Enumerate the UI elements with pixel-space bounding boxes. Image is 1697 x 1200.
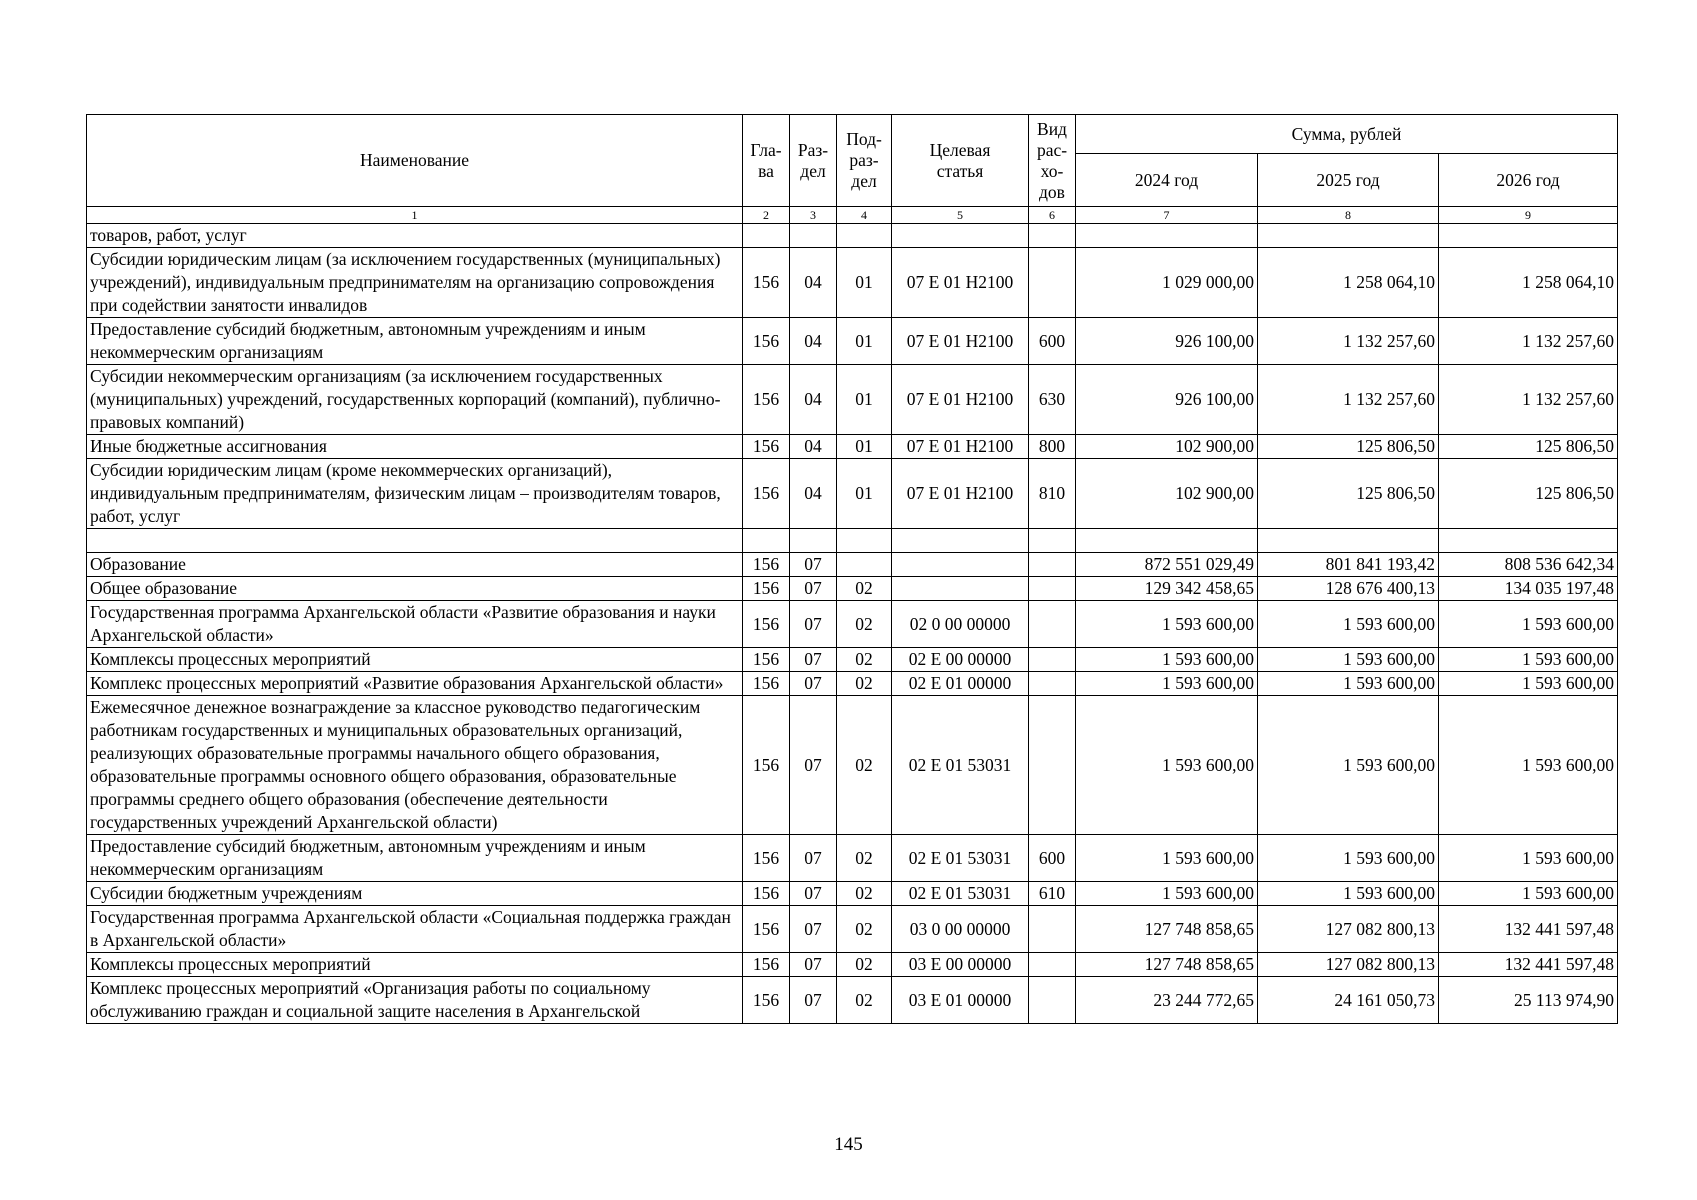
table-row [87, 601, 1618, 648]
column-number: 6 [1029, 207, 1076, 224]
column-number: 4 [837, 207, 892, 224]
column-number: 3 [790, 207, 837, 224]
cell-glava: 156 [743, 577, 790, 601]
cell-sum-2026: 1 593 600,00 [1439, 601, 1618, 648]
cell-name: Предоставление субсидий бюджетным, автономным учреждениям и иным некоммерческим организациям [87, 318, 743, 365]
cell-glava: 156 [743, 601, 790, 648]
cell-sum-2024: 127 748 858,65 [1076, 953, 1258, 977]
cell-sum-2024: 102 900,00 [1076, 435, 1258, 459]
cell-glava: 156 [743, 248, 790, 318]
table-body [87, 224, 1618, 1024]
cell-razdel: 07 [790, 601, 837, 648]
cell-sum-2025: 24 161 050,73 [1258, 977, 1439, 1024]
cell-vid-rashodov: 600 [1029, 835, 1076, 882]
cell-celevaya-statya [892, 553, 1029, 577]
cell-celevaya-statya: 07 Е 01 Н2100 [892, 459, 1029, 529]
header-year-2025: 2025 год [1258, 154, 1439, 207]
cell-sum-2024: 1 593 600,00 [1076, 882, 1258, 906]
cell-name: Иные бюджетные ассигнования [87, 435, 743, 459]
budget-table [86, 114, 1618, 1024]
cell-sum-2024: 102 900,00 [1076, 459, 1258, 529]
cell-glava: 156 [743, 953, 790, 977]
column-number: 7 [1076, 207, 1258, 224]
cell-name: Ежемесячное денежное вознаграждение за классное руководство педагогическим работникам государственных и муниципальных образовательных организаций, реализующих образовательные программы начального общего образования, образовательные программы основного общего образования, образовательные программы среднего общего образования (обеспечение деятельности государственных учреждений Архангельской области) [87, 696, 743, 835]
header-vid-rashodov: Вид рас- хо- дов [1029, 115, 1076, 207]
cell-vid-rashodov [1029, 601, 1076, 648]
cell-sum-2025: 1 132 257,60 [1258, 318, 1439, 365]
cell-sum-2024: 1 593 600,00 [1076, 835, 1258, 882]
cell-sum-2024: 1 593 600,00 [1076, 672, 1258, 696]
cell-sum-2024: 872 551 029,49 [1076, 553, 1258, 577]
table-row [87, 318, 1618, 365]
cell-sum-2024: 1 029 000,00 [1076, 248, 1258, 318]
cell-podrazdel: 01 [837, 459, 892, 529]
cell-podrazdel [837, 553, 892, 577]
cell-vid-rashodov [1029, 696, 1076, 835]
cell-sum-2026: 1 132 257,60 [1439, 318, 1618, 365]
header-podrazdel: Под- раз- дел [837, 115, 892, 207]
cell-sum-2026: 125 806,50 [1439, 459, 1618, 529]
cell-vid-rashodov [1029, 672, 1076, 696]
cell-celevaya-statya: 03 0 00 00000 [892, 906, 1029, 953]
cell-name: Субсидии бюджетным учреждениям [87, 882, 743, 906]
cell-podrazdel: 01 [837, 248, 892, 318]
cell-celevaya-statya [892, 529, 1029, 553]
page-number: 145 [834, 1134, 863, 1155]
cell-sum-2025: 128 676 400,13 [1258, 577, 1439, 601]
cell-sum-2024: 1 593 600,00 [1076, 648, 1258, 672]
cell-vid-rashodov: 600 [1029, 318, 1076, 365]
cell-sum-2025: 801 841 193,42 [1258, 553, 1439, 577]
table-row [87, 553, 1618, 577]
table-row [87, 577, 1618, 601]
cell-podrazdel: 02 [837, 672, 892, 696]
header-summa: Сумма, рублей [1076, 115, 1618, 154]
cell-vid-rashodov [1029, 577, 1076, 601]
cell-sum-2024 [1076, 529, 1258, 553]
cell-name: Государственная программа Архангельской области «Социальная поддержка граждан в Архангельской области» [87, 906, 743, 953]
cell-name: Образование [87, 553, 743, 577]
cell-sum-2026: 134 035 197,48 [1439, 577, 1618, 601]
table-row [87, 435, 1618, 459]
header-year-2026: 2026 год [1439, 154, 1618, 207]
cell-glava: 156 [743, 672, 790, 696]
cell-name: Субсидии некоммерческим организациям (за исключением государственных (муниципальных) учреждений, государственных корпораций (компаний), публично-правовых компаний) [87, 365, 743, 435]
header-name: Наименование [87, 115, 743, 207]
cell-sum-2025: 125 806,50 [1258, 459, 1439, 529]
cell-celevaya-statya [892, 577, 1029, 601]
cell-vid-rashodov [1029, 224, 1076, 248]
cell-sum-2024: 1 593 600,00 [1076, 696, 1258, 835]
cell-name: Государственная программа Архангельской области «Развитие образования и науки Архангельской области» [87, 601, 743, 648]
cell-sum-2026: 1 132 257,60 [1439, 365, 1618, 435]
cell-sum-2026: 808 536 642,34 [1439, 553, 1618, 577]
cell-sum-2024: 926 100,00 [1076, 365, 1258, 435]
cell-glava: 156 [743, 648, 790, 672]
table-row [87, 953, 1618, 977]
cell-sum-2025: 125 806,50 [1258, 435, 1439, 459]
column-number: 8 [1258, 207, 1439, 224]
cell-celevaya-statya [892, 224, 1029, 248]
cell-podrazdel [837, 224, 892, 248]
cell-razdel: 07 [790, 696, 837, 835]
cell-vid-rashodov [1029, 977, 1076, 1024]
cell-celevaya-statya: 02 Е 01 53031 [892, 696, 1029, 835]
cell-glava: 156 [743, 977, 790, 1024]
table-row [87, 882, 1618, 906]
cell-sum-2026: 25 113 974,90 [1439, 977, 1618, 1024]
cell-podrazdel: 02 [837, 577, 892, 601]
cell-name: Субсидии юридическим лицам (кроме некоммерческих организаций), индивидуальным предпринимателям, физическим лицам – производителям товаров, работ, услуг [87, 459, 743, 529]
cell-sum-2025: 1 593 600,00 [1258, 696, 1439, 835]
column-number: 1 [87, 207, 743, 224]
cell-razdel [790, 224, 837, 248]
cell-vid-rashodov [1029, 529, 1076, 553]
cell-sum-2024: 23 244 772,65 [1076, 977, 1258, 1024]
table-row [87, 906, 1618, 953]
cell-razdel: 04 [790, 365, 837, 435]
cell-razdel: 07 [790, 906, 837, 953]
cell-sum-2025: 1 593 600,00 [1258, 882, 1439, 906]
cell-podrazdel: 02 [837, 835, 892, 882]
cell-sum-2025: 127 082 800,13 [1258, 906, 1439, 953]
cell-sum-2024: 1 593 600,00 [1076, 601, 1258, 648]
cell-vid-rashodov [1029, 248, 1076, 318]
column-number: 2 [743, 207, 790, 224]
cell-vid-rashodov: 610 [1029, 882, 1076, 906]
cell-razdel: 04 [790, 435, 837, 459]
table-row [87, 835, 1618, 882]
cell-sum-2025: 1 593 600,00 [1258, 601, 1439, 648]
cell-sum-2025 [1258, 224, 1439, 248]
cell-vid-rashodov [1029, 648, 1076, 672]
cell-glava [743, 224, 790, 248]
table-row [87, 459, 1618, 529]
cell-name: Комплекс процессных мероприятий «Организация работы по социальному обслуживанию граждан и социальной защите населения в Архангельской [87, 977, 743, 1024]
cell-sum-2025: 1 593 600,00 [1258, 835, 1439, 882]
cell-razdel: 07 [790, 835, 837, 882]
cell-sum-2025: 127 082 800,13 [1258, 953, 1439, 977]
cell-celevaya-statya: 07 Е 01 Н2100 [892, 365, 1029, 435]
cell-celevaya-statya: 03 Е 01 00000 [892, 977, 1029, 1024]
cell-podrazdel: 02 [837, 906, 892, 953]
cell-name: Субсидии юридическим лицам (за исключением государственных (муниципальных) учреждений), индивидуальным предпринимателям на организацию сопровождения при содействии занятости инвалидов [87, 248, 743, 318]
cell-podrazdel: 02 [837, 601, 892, 648]
cell-podrazdel [837, 529, 892, 553]
cell-razdel: 04 [790, 459, 837, 529]
cell-celevaya-statya: 02 Е 01 53031 [892, 835, 1029, 882]
cell-glava: 156 [743, 318, 790, 365]
cell-sum-2026: 1 593 600,00 [1439, 882, 1618, 906]
table-row [87, 529, 1618, 553]
cell-sum-2026 [1439, 529, 1618, 553]
cell-podrazdel: 01 [837, 318, 892, 365]
cell-glava: 156 [743, 553, 790, 577]
cell-razdel: 07 [790, 648, 837, 672]
cell-celevaya-statya: 02 0 00 00000 [892, 601, 1029, 648]
cell-glava: 156 [743, 882, 790, 906]
cell-sum-2026 [1439, 224, 1618, 248]
header-celevaya-statya: Целевая статья [892, 115, 1029, 207]
cell-name: Комплексы процессных мероприятий [87, 648, 743, 672]
table-row [87, 648, 1618, 672]
cell-glava: 156 [743, 365, 790, 435]
cell-name: Общее образование [87, 577, 743, 601]
cell-name: Комплекс процессных мероприятий «Развитие образования Архангельской области» [87, 672, 743, 696]
cell-razdel: 07 [790, 672, 837, 696]
cell-razdel: 04 [790, 318, 837, 365]
cell-celevaya-statya: 07 Е 01 Н2100 [892, 435, 1029, 459]
cell-vid-rashodov: 630 [1029, 365, 1076, 435]
cell-glava: 156 [743, 459, 790, 529]
cell-vid-rashodov [1029, 906, 1076, 953]
table-row [87, 248, 1618, 318]
cell-sum-2025: 1 593 600,00 [1258, 648, 1439, 672]
cell-celevaya-statya: 07 Е 01 Н2100 [892, 318, 1029, 365]
cell-glava: 156 [743, 696, 790, 835]
cell-podrazdel: 02 [837, 977, 892, 1024]
cell-name [87, 529, 743, 553]
cell-glava: 156 [743, 835, 790, 882]
table-row [87, 977, 1618, 1024]
cell-podrazdel: 01 [837, 365, 892, 435]
cell-celevaya-statya: 03 Е 00 00000 [892, 953, 1029, 977]
cell-podrazdel: 02 [837, 696, 892, 835]
cell-sum-2024 [1076, 224, 1258, 248]
table-row [87, 672, 1618, 696]
cell-razdel: 07 [790, 953, 837, 977]
cell-vid-rashodov [1029, 953, 1076, 977]
cell-razdel: 07 [790, 553, 837, 577]
cell-podrazdel: 02 [837, 648, 892, 672]
cell-sum-2025 [1258, 529, 1439, 553]
cell-vid-rashodov [1029, 553, 1076, 577]
table-row [87, 224, 1618, 248]
header-glava: Гла- ва [743, 115, 790, 207]
table-row [87, 696, 1618, 835]
cell-celevaya-statya: 02 Е 00 00000 [892, 648, 1029, 672]
cell-sum-2026: 1 593 600,00 [1439, 648, 1618, 672]
cell-podrazdel: 01 [837, 435, 892, 459]
cell-sum-2025: 1 593 600,00 [1258, 672, 1439, 696]
cell-razdel [790, 529, 837, 553]
header-razdel: Раз- дел [790, 115, 837, 207]
cell-celevaya-statya: 02 Е 01 53031 [892, 882, 1029, 906]
cell-glava: 156 [743, 435, 790, 459]
cell-sum-2026: 132 441 597,48 [1439, 953, 1618, 977]
cell-razdel: 07 [790, 977, 837, 1024]
cell-sum-2024: 129 342 458,65 [1076, 577, 1258, 601]
cell-sum-2025: 1 132 257,60 [1258, 365, 1439, 435]
table-row [87, 365, 1618, 435]
cell-sum-2024: 127 748 858,65 [1076, 906, 1258, 953]
cell-sum-2026: 1 258 064,10 [1439, 248, 1618, 318]
cell-razdel: 04 [790, 248, 837, 318]
cell-sum-2026: 1 593 600,00 [1439, 696, 1618, 835]
cell-podrazdel: 02 [837, 882, 892, 906]
cell-sum-2026: 1 593 600,00 [1439, 835, 1618, 882]
cell-vid-rashodov: 810 [1029, 459, 1076, 529]
cell-sum-2026: 132 441 597,48 [1439, 906, 1618, 953]
cell-sum-2024: 926 100,00 [1076, 318, 1258, 365]
cell-podrazdel: 02 [837, 953, 892, 977]
column-number: 9 [1439, 207, 1618, 224]
cell-razdel: 07 [790, 882, 837, 906]
cell-glava: 156 [743, 906, 790, 953]
cell-celevaya-statya: 07 Е 01 Н2100 [892, 248, 1029, 318]
cell-sum-2026: 125 806,50 [1439, 435, 1618, 459]
cell-razdel: 07 [790, 577, 837, 601]
cell-name: Комплексы процессных мероприятий [87, 953, 743, 977]
column-number: 5 [892, 207, 1029, 224]
header-year-2024: 2024 год [1076, 154, 1258, 207]
cell-name: товаров, работ, услуг [87, 224, 743, 248]
column-number-row [87, 207, 1618, 224]
cell-vid-rashodov: 800 [1029, 435, 1076, 459]
cell-name: Предоставление субсидий бюджетным, автономным учреждениям и иным некоммерческим организациям [87, 835, 743, 882]
cell-glava [743, 529, 790, 553]
cell-sum-2025: 1 258 064,10 [1258, 248, 1439, 318]
cell-sum-2026: 1 593 600,00 [1439, 672, 1618, 696]
cell-celevaya-statya: 02 Е 01 00000 [892, 672, 1029, 696]
